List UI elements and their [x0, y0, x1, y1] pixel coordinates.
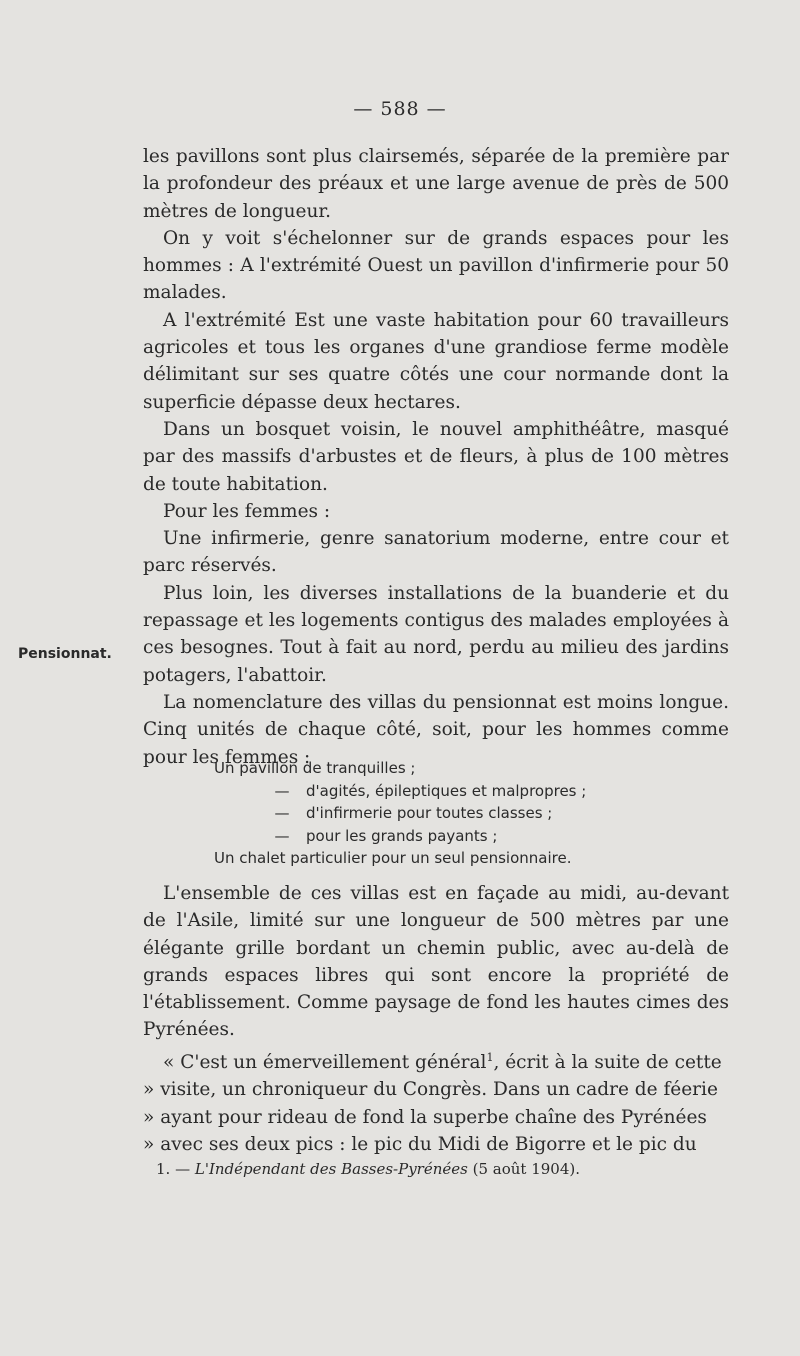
quote-line: [143, 1044, 729, 1076]
quote-text: « C'est un émerveillement général: [163, 1051, 487, 1073]
page-number: — 588 —: [353, 98, 447, 120]
list-dash: —: [274, 826, 290, 845]
margin-note: Pensionnat.: [18, 646, 112, 662]
footnote-date: (5 août 1904).: [472, 1160, 581, 1178]
paragraph: Dans un bosquet voisin, le nouvel amphithéâtre, masqué par des massifs d'arbustes et de fleurs, à plus de 100 mètres de toute habitation.: [143, 418, 729, 495]
paragraph: les pavillons sont plus clairsemés, séparée de la première par la profondeur des préaux et une large avenue de près de 500 mètres de longueur.: [143, 146, 729, 222]
paragraph: L'ensemble de ces villas est en façade au midi, au-devant de l'Asile, limité sur une longueur de 500 mètres par une élégante grille bordant un chemin public, avec au-delà de grands espaces libres qui sont encore la propriété de l'établissement. Comme paysage de fond les hautes cimes des Pyrénées.: [143, 883, 729, 1041]
footnote-ref: 1: [486, 1050, 494, 1064]
list-dash: —: [274, 804, 290, 822]
list-item-text: d'infirmerie pour toutes classes ;: [306, 804, 553, 822]
body-text-bottom: [143, 880, 729, 1158]
quote-line: » visite, un chroniqueur du Congrès. Dans un cadre de féerie: [143, 1079, 718, 1101]
list-item: [214, 802, 644, 825]
quote-text: , écrit à la suite de cette: [493, 1051, 722, 1073]
footnote-number: 1. —: [156, 1160, 191, 1178]
list-item-text: pour les grands payants ;: [306, 826, 498, 845]
footnote: [156, 1160, 580, 1178]
villa-list: [214, 757, 644, 870]
paragraph: Pour les femmes :: [163, 500, 331, 522]
quote-line: » ayant pour rideau de fond la superbe chaîne des Pyrénées: [143, 1106, 707, 1128]
footnote-source: L'Indépendant des Basses-Pyrénées: [194, 1160, 468, 1178]
list-item: [214, 825, 644, 848]
list-dash: —: [274, 781, 290, 800]
quote: [143, 1044, 729, 1158]
quote-line: » avec ses deux pics : le pic du Midi de Bigorre et le pic du: [143, 1133, 697, 1155]
paragraph: La nomenclature des villas du pensionnat est moins longue. Cinq unités de chaque côté, soit, pour les hommes comme pour les femmes :: [143, 691, 729, 768]
body-text-top: [143, 143, 729, 771]
list-item: Un chalet particulier pour un seul pensionnaire.: [214, 849, 572, 867]
paragraph: On y voit s'échelonner sur de grands espaces pour les hommes : A l'extrémité Ouest un pavillon d'infirmerie pour 50 malades.: [143, 227, 729, 304]
paragraph: A l'extrémité Est une vaste habitation pour 60 travailleurs agricoles et tous les organes d'une grandiose ferme modèle délimitant sur ses quatre côtés une cour normande dont la superficie dépasse deux hectares.: [143, 309, 729, 413]
list-item: Un pavillon de tranquilles ;: [214, 759, 416, 777]
paragraph: Plus loin, les diverses installations de la buanderie et du repassage et les logements contigus des malades employées à ces besognes. Tout à fait au nord, perdu au milieu des jardins potagers, l'abattoir.: [143, 582, 729, 686]
list-item-text: d'agités, épileptiques et malpropres ;: [306, 781, 587, 800]
list-item: [214, 780, 644, 803]
paragraph: Une infirmerie, genre sanatorium moderne, entre cour et parc réservés.: [143, 528, 729, 577]
